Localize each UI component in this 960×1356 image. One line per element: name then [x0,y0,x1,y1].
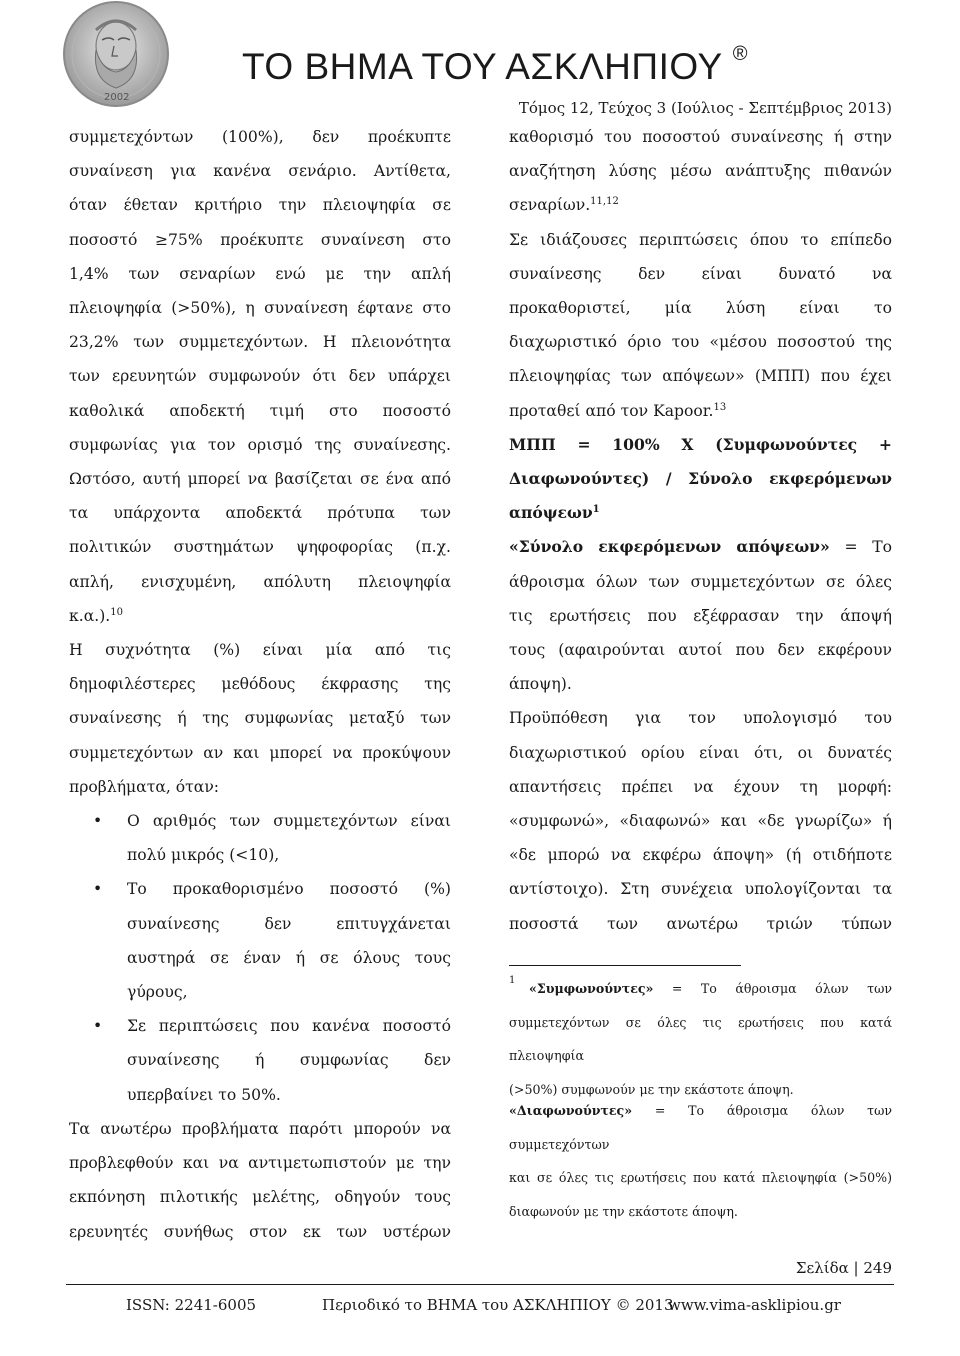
issue-info: Τόμος 12, Τεύχος 3 (Ιούλιος - Σεπτέμβριος 2013) [518,99,892,117]
page-number: Σελίδα | 249 [795,1259,892,1277]
text-line [509,394,892,428]
right-column [509,120,892,941]
text-line: καθολικά αποδεκτή τιμή στο ποσοστό [69,401,451,420]
text-line: ΜΠΠ = 100% Χ (Συμφωνούντες + [509,434,892,454]
text-line: διαχωριστικού ορίου είναι ότι, οι δυνατές [509,743,892,762]
text-line: διαχωριστικό όριο του «μέσου ποσοστού της [509,333,892,352]
formula [509,428,892,531]
footnote-divider [509,965,741,966]
text-line-last: απόψεων [509,503,593,523]
text-line: ποσοστό ≥75% προέκυπτε συναίνεση στο [69,230,451,249]
text-line: αυστηρά σε έναν ή σε όλους τους [127,948,451,967]
text-line: απλή, ενισχυμένη, απόλυτη πλειοψηφία [69,572,451,591]
text-line: αναζήτηση λύσης μέσω ανάπτυξης πιθανών [509,162,892,181]
bullet-item [69,1009,451,1112]
text-line: υπερβαίνει το 50%. [127,1085,281,1104]
text-line: συναίνεσης δεν είναι δυνατό να [509,264,892,283]
paragraph [69,633,451,804]
registered-mark: ® [732,42,749,65]
text-line: εκπόνηση πιλοτικής μελέτης, οδηγούν τους [69,1188,451,1207]
text-line: Η συχνότητα (%) είναι μία από τις [69,641,451,660]
text-line: συμμετεχόντων σε όλες τις ερωτήσεις που κατά πλειοψηφία [509,1014,892,1063]
journal-title [242,42,749,88]
text-line: προβλήματα, όταν: [69,777,220,796]
text-line: αντίστοιχο). Στη συνέχεια υπολογίζονται τα [509,880,892,899]
footnote-rest: = Το άθροισμα όλων των [653,981,892,996]
text-line: Ο αριθμός των συμμετεχόντων είναι [127,812,451,831]
footer-website[interactable]: www.vima-asklipiou.gr [668,1296,841,1314]
text-line: άθροισμα όλων των συμμετεχόντων σε όλες [509,572,892,591]
text-line: καθορισμό του ποσοστού συναίνεσης ή στην [509,128,892,146]
definition-rest: = Το [829,538,892,557]
bullet-icon: • [93,812,103,831]
footnote [509,972,892,1106]
text-line: (>50%) συμφωνούν με την εκάστοτε άποψη. [509,1081,794,1097]
footer-journal: Περιοδικό το ΒΗΜΑ του ΑΣΚΛΗΠΙΟΥ © 2013 [322,1296,674,1314]
definition-term: «Σύνολο εκφερόμενων απόψεων» [509,537,830,557]
paragraph [509,120,892,223]
text-line: συναίνεσης δεν επιτυγχάνεται [127,914,451,933]
footnote [509,1094,892,1228]
text-line [509,188,892,222]
text-line: προβλεφθούν και να αντιμετωπιστούν με την [69,1154,451,1173]
text-line: πλειοψηφίας των απόψεων» (ΜΠΠ) που έχει [509,367,892,386]
text-line: δημοφιλέστερες μεθόδους έκφρασης της [69,675,451,694]
text-line [509,1094,892,1161]
journal-title-text: ΤΟ ΒΗΜΑ ΤΟΥ ΑΣΚΛΗΠΙΟΥ [242,46,722,87]
text-line: 23,2% των συμμετεχόντων. Η πλειονότητα [69,333,451,352]
text-line: γύρους, [127,983,188,1002]
text-line [509,496,892,530]
bullet-icon: • [93,880,103,899]
left-column [69,120,451,1249]
text-line-last: κ.α.). [69,606,111,625]
text-line: πλειοψηφία (>50%), η συναίνεση έφτανε στο [69,299,451,318]
text-line: συμφωνίας για τον ορισμό της συναίνεσης. [69,435,451,454]
text-line: «συμφωνώ», «διαφωνώ» και «δε γνωρίζω» ή [509,812,892,831]
text-line: πολύ μικρός (<10), [127,846,280,865]
text-line: Σε ιδιάζουσες περιπτώσεις όπου το επίπεδο [509,230,892,249]
paragraph [69,120,451,633]
text-line: άποψη). [509,675,572,694]
footnote-term: «Συμφωνούντες» [529,981,654,996]
footnote-ref: 1 [592,504,600,516]
text-line: απαντήσεις πρέπει να έχουν τη μορφή: [509,777,892,796]
citation-ref: 13 [713,401,727,413]
text-line: τους (αφαιρούνται αυτοί που δεν εκφέρουν [509,641,892,660]
text-line: συναίνεσης ή της συμφωνίας μεταξύ των [69,709,451,728]
bullet-item [69,872,451,1009]
citation-ref: 11,12 [590,196,619,208]
text-line: συμμετεχόντων αν και μπορεί να προκύψουν [69,743,451,762]
text-line: Σε περιπτώσεις που κανένα ποσοστό [127,1017,451,1036]
paragraph [69,1112,451,1249]
footnote-term: «Διαφωνούντες» [509,1103,633,1118]
text-line: «δε μπορώ να εκφέρω άποψη» (ή οτιδήποτε [509,846,892,865]
text-line: συναίνεση για κανένα σενάριο. Αντίθετα, [69,162,451,181]
text-line: προκαθοριστεί, μία λύση είναι το [509,299,892,318]
definition [509,530,892,701]
paragraph [509,223,892,428]
text-line: τις ερωτήσεις που εξέφρασαν την άποψή [509,606,892,625]
text-line: συμμετεχόντων (100%), δεν προέκυπτε [69,128,451,146]
text-line-last: προταθεί από τον Kapoor. [509,401,714,420]
text-line: Τα ανωτέρω προβλήματα παρότι μπορούν να [69,1119,451,1138]
text-line: ποσοστά των ανωτέρω τριών τύπων [509,914,892,933]
bullet-icon: • [93,1017,103,1036]
footnote-mark: 1 [509,975,516,986]
text-line: Προϋπόθεση για τον υπολογισμό του [509,709,892,728]
footer-divider [66,1284,894,1285]
text-line: 1,4% των σεναρίων ενώ με την απλή [69,264,451,283]
text-line: των ερευνητών συμφωνούν ότι δεν υπάρχει [69,367,451,386]
text-line [69,599,451,633]
text-line: τα υπάρχοντα αποδεκτά πρότυπα των [69,504,451,523]
citation-ref: 10 [110,606,123,618]
footer-issn: ISSN: 2241-6005 [126,1296,257,1314]
text-line: Διαφωνούντες) / Σύνολο εκφερόμενων [509,469,892,489]
text-line: διαφωνούν με την εκάστοτε άποψη. [509,1203,738,1219]
logo-year: 2002 [104,92,130,103]
text-line [509,530,892,564]
paragraph [509,701,892,940]
text-line: και σε όλες τις ερωτήσεις που κατά πλειοψηφία (>50%) [509,1170,892,1185]
text-line [509,972,892,1006]
bullet-item [69,804,451,872]
text-line: πολιτικών συστημάτων ψηφοφορίας (π.χ. [69,538,451,557]
text-line: όταν έθεταν κριτήριο την πλειοψηφία σε [69,196,451,215]
footnote-rest: = Το άθροισμα όλων των συμμετεχόντων [509,1103,892,1152]
text-line-last: σεναρίων. [509,196,591,215]
text-line: Το προκαθορισμένο ποσοστό (%) [127,880,451,899]
text-line: συναίνεσης ή συμφωνίας δεν [127,1051,451,1070]
text-line: ερευνητές συνήθως στον εκ των υστέρων [69,1222,451,1241]
text-line: Ωστόσο, αυτή μπορεί να βασίζεται σε ένα από [69,470,451,489]
